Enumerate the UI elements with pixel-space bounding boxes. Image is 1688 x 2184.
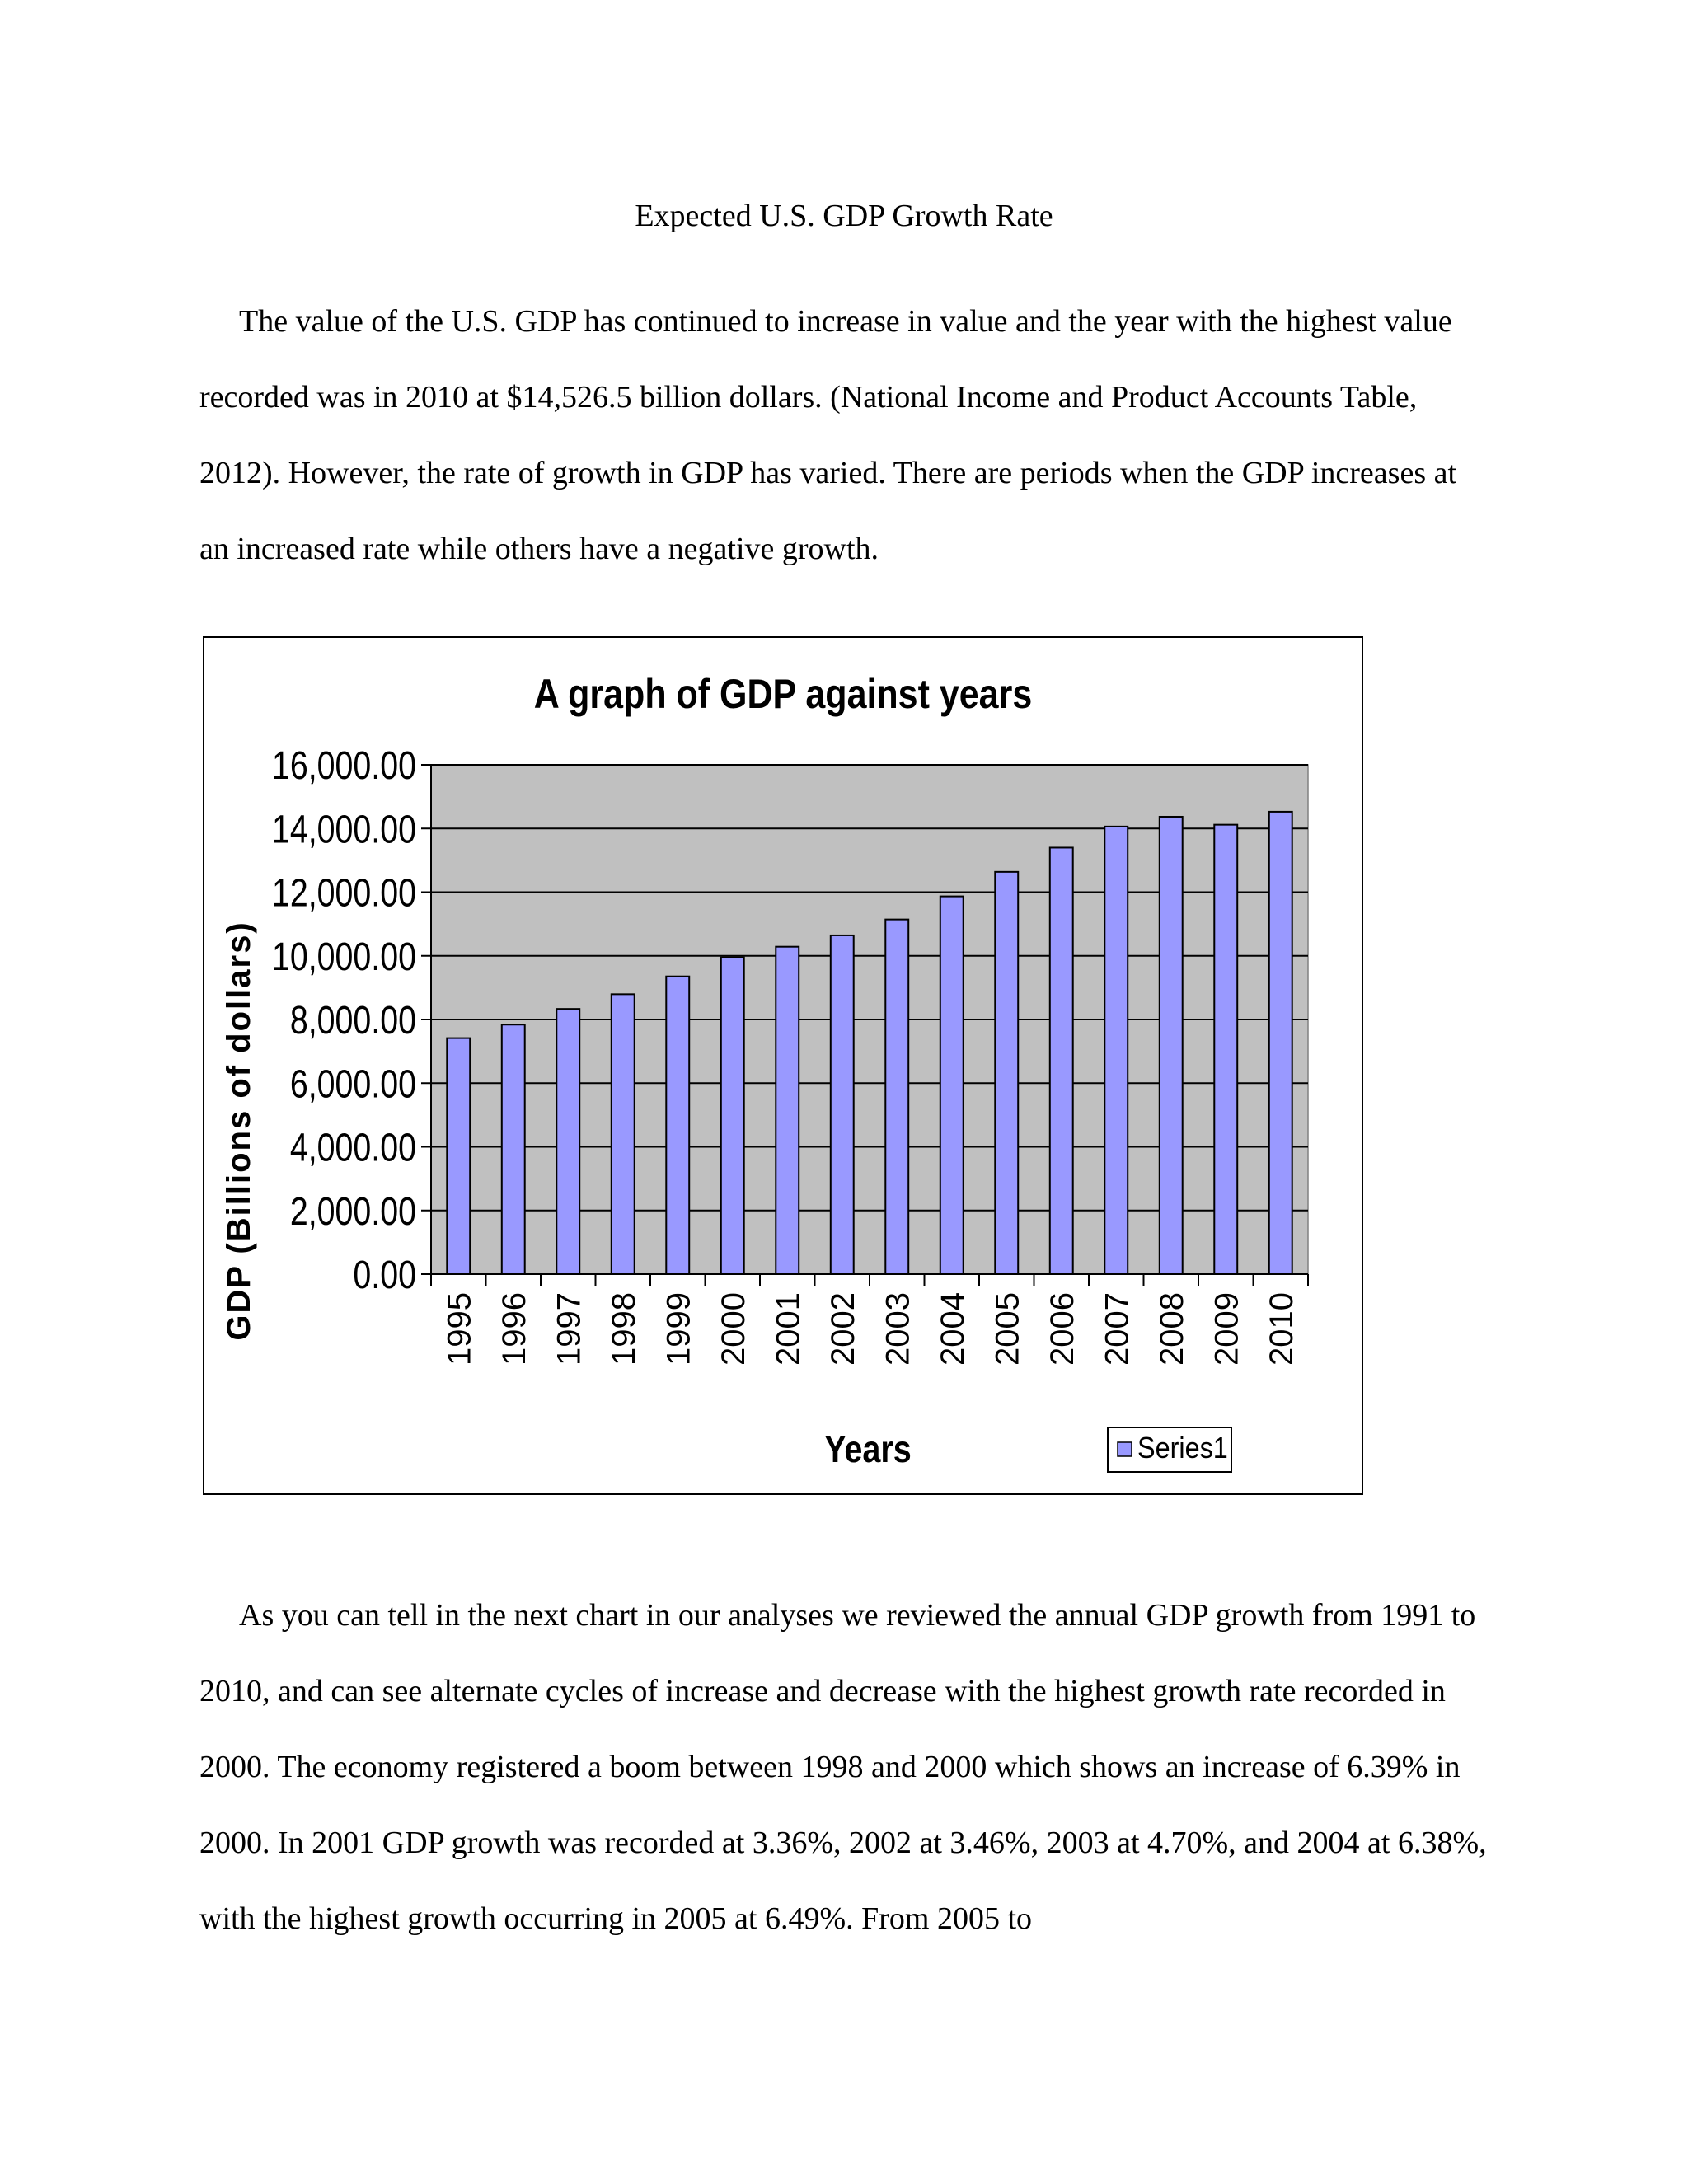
plot-area [272,743,1308,1366]
paragraph-analysis-text: As you can tell in the next chart in our analyses we reviewed the annual GDP growth from 1991 to 2010, and can see alternate cycles of increase and decrease with the highest growth rate recorded in 2000. The economy registered a boom between 1998 and 2000 which shows an increase of 6.39% in 2000. In 2001 GDP growth was recorded at 3.36%, 2002 at 3.46%, 2003 at 4.70%, and 2004 at 6.38%, with the highest growth occurring in 2005 at 6.49%. From 2005 to [199,1598,1487,1936]
x-tick-label: 2010 [1263,1292,1300,1366]
x-tick-label: 2003 [879,1292,917,1366]
bar [940,897,964,1274]
chart-title: A graph of GDP against years [533,670,1033,717]
bar [1269,812,1292,1274]
x-tick-label: 1999 [660,1292,697,1366]
y-tick-label: 12,000.00 [271,870,416,916]
gdp-bar-chart [204,638,1362,1493]
paragraph-analysis [199,1577,1493,1957]
legend-swatch [1118,1442,1132,1456]
bar [721,958,744,1274]
y-tick-label: 2,000.00 [289,1189,416,1234]
bar [502,1024,525,1274]
bar [776,947,799,1274]
x-tick-label: 2007 [1099,1292,1136,1366]
bar [612,994,635,1274]
x-tick-label: 2006 [1043,1292,1081,1366]
bar [831,935,854,1274]
y-tick-label: 4,000.00 [289,1125,416,1170]
x-tick-label: 2001 [770,1292,807,1366]
y-tick-label: 10,000.00 [271,935,416,979]
bar [1104,827,1128,1274]
x-tick-label: 2002 [824,1292,861,1366]
x-tick-label: 1997 [551,1292,588,1366]
x-tick-label: 1995 [441,1292,478,1366]
y-tick-label: 14,000.00 [271,807,416,852]
y-tick-label: 0.00 [353,1253,416,1297]
chart-legend [1108,1427,1231,1472]
chart-frame [203,636,1363,1495]
bar [1160,817,1183,1274]
y-tick-label: 8,000.00 [289,998,416,1043]
x-axis-label: Years [824,1428,912,1471]
bar [995,872,1018,1274]
bar [556,1009,579,1274]
document-title: Expected U.S. GDP Growth Rate [635,199,1053,233]
y-axis-label: GDP (Billions of dollars) [221,921,257,1341]
bar [447,1038,470,1274]
y-tick-label: 6,000.00 [289,1062,416,1107]
bar [885,920,908,1274]
x-tick-label: 1998 [605,1292,642,1366]
paragraph-intro [199,284,1493,587]
legend-label: Series1 [1137,1432,1228,1465]
bar [1050,847,1073,1274]
x-tick-label: 1996 [495,1292,532,1366]
bar [666,977,689,1274]
x-tick-label: 2000 [715,1292,752,1366]
x-tick-label: 2008 [1153,1292,1190,1366]
bar [1214,825,1237,1274]
x-tick-label: 2005 [989,1292,1026,1366]
paragraph-intro-text: The value of the U.S. GDP has continued to increase in value and the year with the highest value recorded was in 2010 at $14,526.5 billion dollars. (National Income and Product Accounts Table, 2012). However, the rate of growth in GDP has varied. There are periods when the GDP increases at an increased rate while others have a negative growth. [199,304,1457,566]
x-tick-label: 2004 [934,1292,971,1366]
x-tick-label: 2009 [1208,1292,1245,1366]
y-tick-label: 16,000.00 [271,743,416,788]
